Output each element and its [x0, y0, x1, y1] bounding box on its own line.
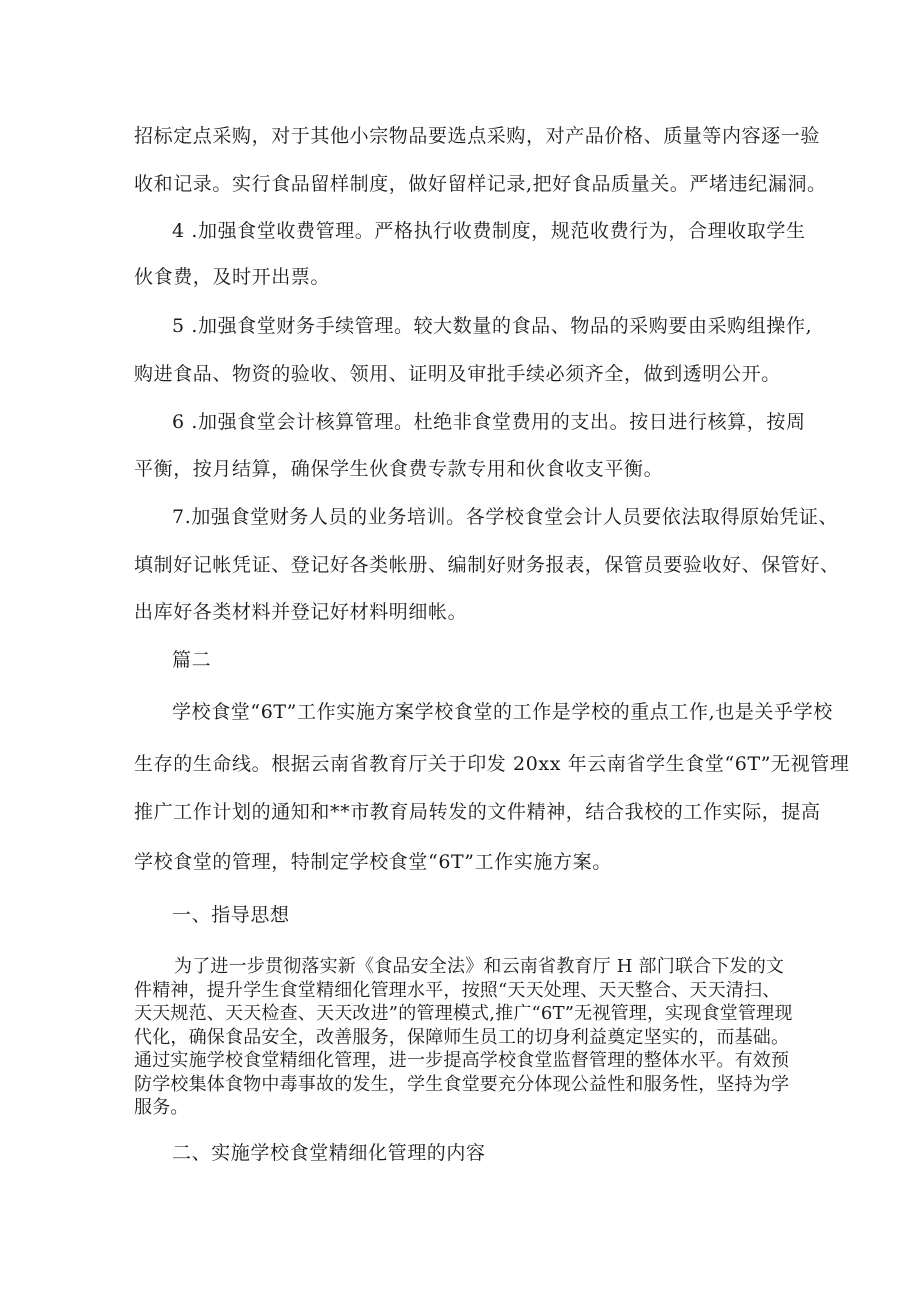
item-7-line: 7.加强食堂财务人员的业务培训。各学校食堂会计人员要依法取得原始凭证、 — [172, 506, 839, 528]
item-4-line: 伙食费，及时开出票。 — [134, 266, 331, 288]
heading-guiding-thought: 一、指导思想 — [172, 904, 290, 926]
section-title: 篇二 — [172, 649, 212, 671]
item-5-line: 购进食品、物资的验收、领用、证明及审批手续必须齐全，做到透明公开。 — [134, 363, 781, 385]
intro-line: 推广工作计划的通知和**市教育局转发的文件精神，结合我校的工作实际，提高 — [134, 801, 821, 823]
item-7-line: 出库好各类材料并登记好材料明细帐。 — [134, 601, 468, 623]
item-5-line: 5 .加强食堂财务手续管理。较大数量的食品、物品的采购要由采购组操作, — [172, 315, 813, 337]
paragraph-line: 收和记录。实行食品留样制度，做好留样记录,把好食品质量关。严堵违纪漏洞。 — [134, 173, 827, 195]
heading-implementation-content: 二、实施学校食堂精细化管理的内容 — [172, 1142, 486, 1164]
intro-line: 学校食堂的管理，特制定学校食堂“6T”工作实施方案。 — [134, 851, 612, 873]
intro-line: 学校食堂“6T”工作实施方案学校食堂的工作是学校的重点工作,也是关乎学校 — [172, 701, 833, 723]
item-6-line: 平衡，按月结算，确保学生伙食费专款专用和伙食收支平衡。 — [134, 458, 664, 480]
item-4-line: 4 .加强食堂收费管理。严格执行收费制度，规范收费行为，合理收取学生 — [172, 220, 806, 242]
guiding-thought-paragraph — [134, 955, 794, 1120]
item-7-line: 填制好记帐凭证、登记好各类帐册、编制好财务报表，保管员要验收好、保管好、 — [134, 554, 840, 576]
item-6-line: 6 .加强食堂会计核算管理。杜绝非食堂费用的支出。按日进行核算，按周 — [172, 411, 806, 433]
guiding-thought-text: 为了进一步贯彻落实新《食品安全法》和云南省教育厅 H 部门联合下发的文件精神，提升学生食堂精细化管理水平，按照“天天处理、天天整合、天天清扫、天天规范、天天检查、天天改进”的管理模式,推广“6T”无视管理，实现食堂管理现代化，确保食品安全，改善服务，保障师生员工的切身利益奠定坚实的，而基础。通过实施学校食堂精细化管理，进一步提高学校食堂监督管理的整体水平。有效预防学校集体食物中毒事故的发生，学生食堂要充分体现公益性和服务性，坚持为学服务。 — [134, 956, 793, 1118]
paragraph-line: 招标定点采购，对于其他小宗物品要选点采购，对产品价格、质量等内容逐一验 — [134, 125, 821, 147]
intro-line: 生存的生命线。根据云南省教育厅关于印发 20xx 年云南省学生食堂“6T”无视管理 — [134, 753, 850, 775]
